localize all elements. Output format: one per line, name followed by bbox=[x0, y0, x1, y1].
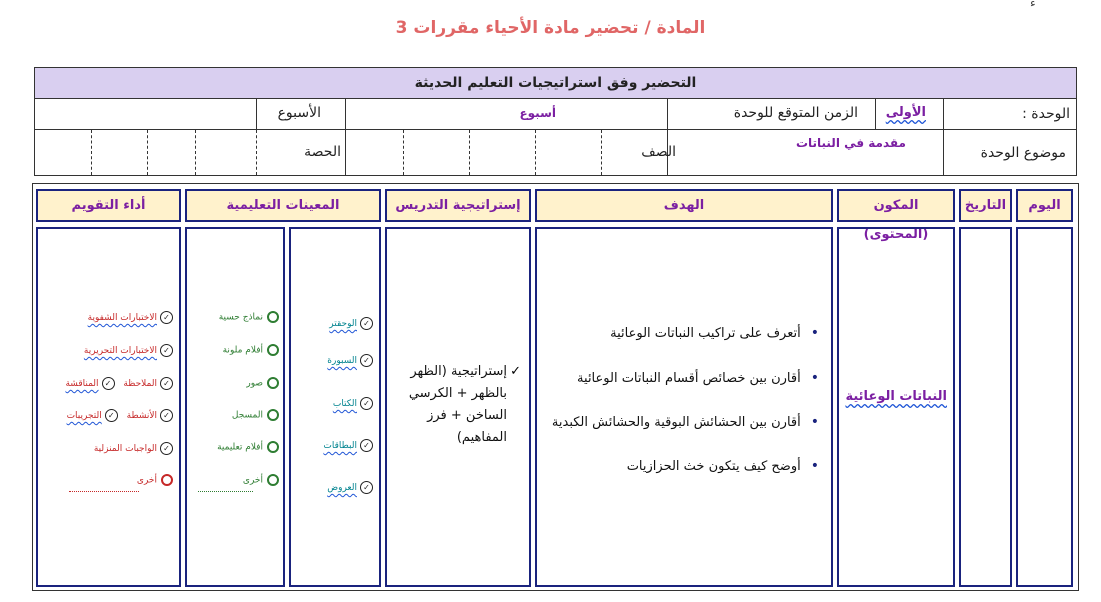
header-day: اليوم bbox=[1016, 189, 1073, 222]
goal-item: • أقارن بين خصائص أقسام النباتات الوعائية bbox=[577, 370, 819, 386]
strategy-text: إستراتيجية (الظهر بالظهر + الكرسي الساخن + فرز المفاهيم) bbox=[408, 364, 507, 445]
assessment-item: ✓الأنشطة ✓التجريبات bbox=[67, 409, 173, 422]
aid-item: أفلام ملونة bbox=[223, 344, 279, 356]
assessment-item: ✓الاختبارات التحريرية bbox=[84, 344, 173, 357]
unit-value: الأولى bbox=[885, 105, 926, 120]
header-goal: الهدف bbox=[535, 189, 833, 222]
ring-icon bbox=[267, 311, 279, 323]
aid-item: المسجل bbox=[232, 409, 279, 421]
class-label: الصف bbox=[641, 144, 676, 160]
week-value: أسبوع bbox=[519, 106, 556, 120]
goal-item: • أوضح كيف يتكون خث الحزازيات bbox=[627, 458, 819, 474]
ring-icon bbox=[267, 344, 279, 356]
component-cell bbox=[837, 227, 955, 587]
page-title: المادة / تحضير مادة الأحياء مقررات 3 bbox=[395, 18, 706, 38]
goal-cell bbox=[535, 227, 833, 587]
assessment-dotted-line bbox=[69, 487, 139, 497]
ring-icon bbox=[267, 409, 279, 421]
header-aids: المعينات التعليمية bbox=[185, 189, 381, 222]
topic-label: موضوع الوحدة bbox=[980, 145, 1066, 161]
info-row-2 bbox=[34, 130, 1077, 176]
period-label: الحصة bbox=[304, 144, 341, 160]
aid-item: ✓العروض bbox=[327, 481, 373, 494]
aids-col-1 bbox=[289, 227, 381, 587]
strategy-check: ✓ bbox=[510, 364, 521, 379]
info-row-1 bbox=[34, 99, 1077, 130]
header-assessment: أداء التقويم bbox=[36, 189, 181, 222]
aid-dotted-line bbox=[198, 487, 253, 497]
unit-label: الوحدة : bbox=[1022, 106, 1070, 122]
corner-mark: ﺀ bbox=[1030, 0, 1036, 10]
aid-item: ✓البطاقات bbox=[323, 439, 373, 452]
aid-item: ✓الوحقتر bbox=[329, 317, 373, 330]
aid-item: صور bbox=[246, 377, 279, 389]
aid-item: أخرى bbox=[243, 474, 279, 486]
ring-icon bbox=[161, 474, 173, 486]
header-date: التاريخ bbox=[959, 189, 1012, 222]
header-band: التحضير وفق استراتيجيات التعليم الحديثة bbox=[34, 67, 1077, 99]
assessment-item: ✓الواجبات المنزلية bbox=[94, 442, 173, 455]
date-cell bbox=[959, 227, 1012, 587]
aids-col-2 bbox=[185, 227, 285, 587]
header-component: المكون (المحتوى) bbox=[837, 189, 955, 222]
topic-value: مقدمة في النباتات bbox=[795, 136, 906, 150]
week-label: الأسبوع bbox=[277, 105, 321, 121]
goal-item: • أتعرف على تراكيب النباتات الوعائية bbox=[610, 325, 819, 341]
aid-item: نماذج حسية bbox=[219, 311, 279, 323]
assessment-item: أخرى bbox=[137, 474, 173, 486]
ring-icon bbox=[267, 441, 279, 453]
assessment-item: ✓الملاحظة ✓المناقشة bbox=[65, 377, 173, 390]
ring-icon bbox=[267, 377, 279, 389]
day-cell bbox=[1016, 227, 1073, 587]
ring-icon bbox=[267, 474, 279, 486]
aid-item: أفلام تعليمية bbox=[217, 441, 279, 453]
goal-item: • أقارن بين الحشائش البوقية والحشائش الكبدية bbox=[552, 414, 819, 430]
header-strategy: إستراتيجية التدريس bbox=[385, 189, 531, 222]
assessment-item: ✓الاختبارات الشفوية bbox=[88, 311, 173, 324]
time-label: الزمن المتوقع للوحدة bbox=[733, 105, 858, 121]
strategy-cell bbox=[385, 227, 531, 587]
assessment-cell bbox=[36, 227, 181, 587]
aid-item: ✓السبورة bbox=[327, 354, 373, 367]
aid-item: ✓الكتاب bbox=[333, 397, 373, 410]
component-value: النباتات الوعائية bbox=[845, 389, 947, 404]
